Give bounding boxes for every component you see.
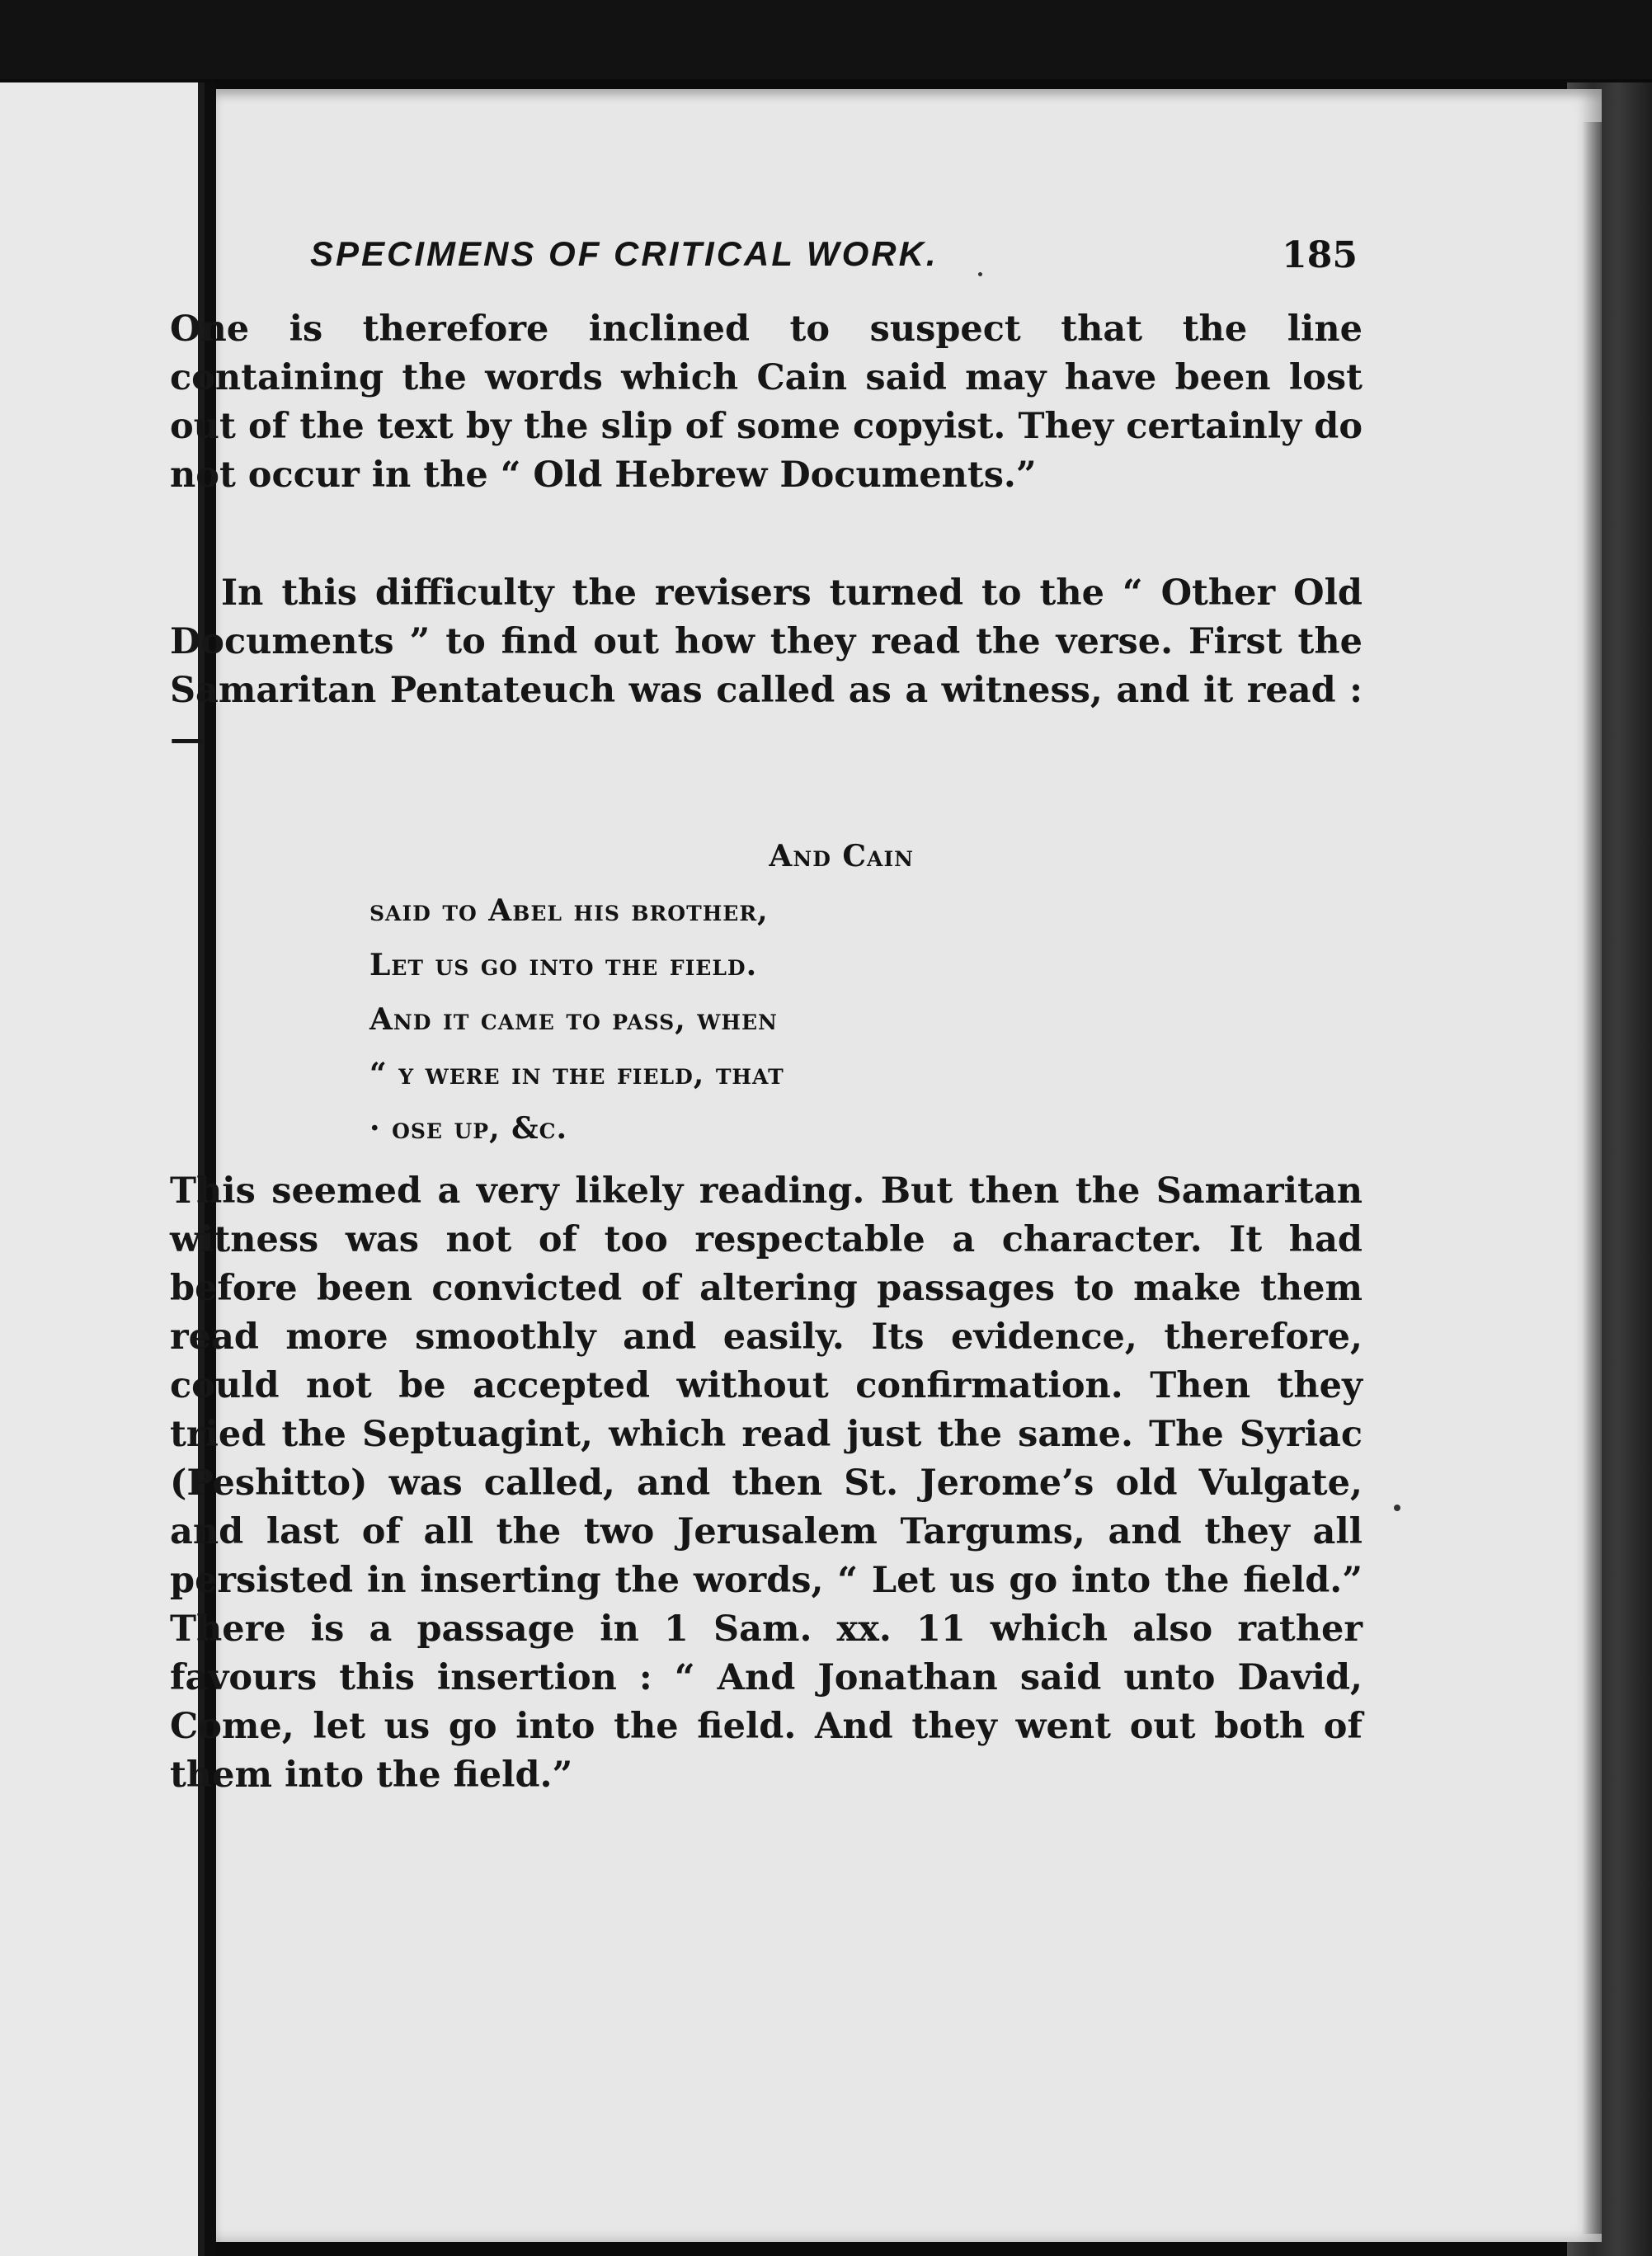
scan-speck <box>1394 1505 1400 1511</box>
verse-line: And Cain <box>769 839 914 874</box>
running-head-title: SPECIMENS OF CRITICAL WORK. <box>310 234 939 273</box>
paragraph-1: One is therefore inclined to suspect that the line containing the words which Cain said may have been lost out of the text by the slip of some copyist. They certainly do not occur in the “ Old Hebrew Documents.” <box>170 308 1363 496</box>
scan-background-top <box>0 0 1652 79</box>
scan-speck <box>978 272 982 276</box>
page-shadow <box>1582 122 1602 2234</box>
verse-line: And it came to pass, when <box>369 1002 778 1037</box>
paragraph-3: This seemed a very likely reading. But then the Samaritan witness was not of too respectable a character. It had before been convicted of altering passages to make them read more smoothly and easily. Its evidence, therefore, could not be accepted without confirmation. Then they tried the Septuagint, which read just the same. The Syriac (Peshitto) was called, and then St. Jerome’s old Vulgate, and last of all the two Jerusalem Targums, and they all persisted in inserting the words, “ Let us go into the field.” There is a passage in 1 Sam. xx. 11 which also rather favours this insertion : “ And Jonathan said unto David, Come, let us go into the field. And they went out both of them into the field.” <box>170 1170 1363 1796</box>
running-head <box>170 234 1358 284</box>
verse-line: Let us go into the field. <box>369 948 758 982</box>
verse-line: said to Abel his brother, <box>369 893 769 928</box>
verse-line: · ose up, &c. <box>369 1111 568 1146</box>
verse-line: “ y were in the field, that <box>369 1057 784 1091</box>
paragraph-2: In this difficulty the revisers turned to the “ Other Old Documents ” to find out how they read the verse. First the Samaritan Pentateuch was called as a witness, and it read :— <box>170 572 1363 760</box>
page-number: 185 <box>1282 234 1358 276</box>
samaritan-verse-quote <box>369 829 914 1156</box>
